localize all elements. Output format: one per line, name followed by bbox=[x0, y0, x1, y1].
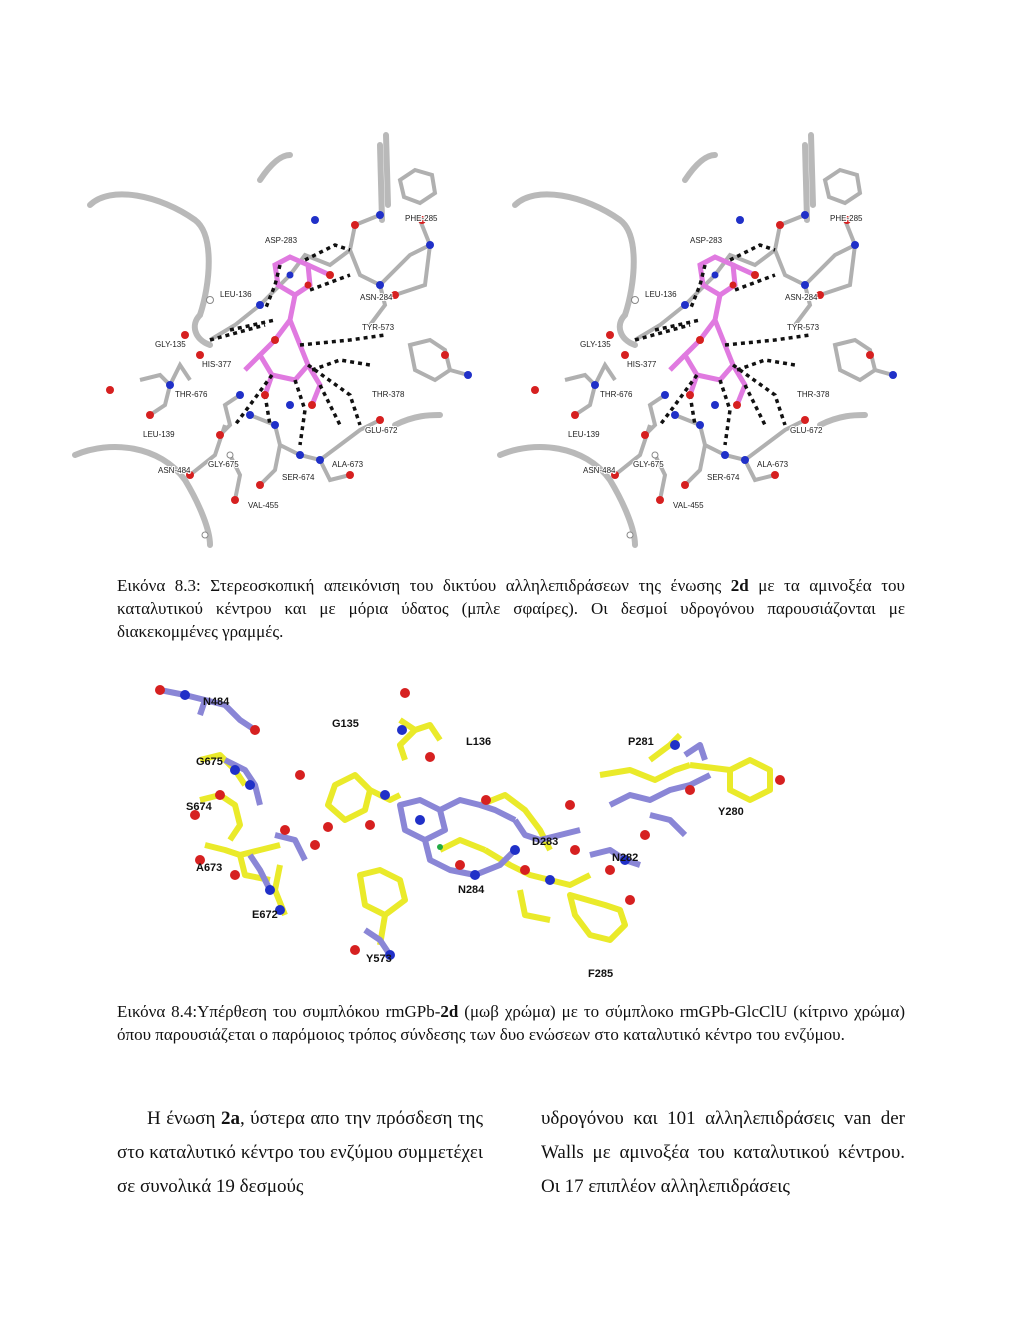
label-n284: N284 bbox=[458, 884, 485, 896]
label-his-377: HIS-377 bbox=[202, 360, 232, 369]
label-gly-135: GLY-135 bbox=[155, 340, 186, 349]
figure-8-4-caption: Εικόνα 8.4:Υπέρθεση του συμπλόκου rmGPb-2d (μωβ χρώμα) με το σύμπλοκο rmGPb-GlcClU (κίτρινο χρώμα) όπου παρουσιάζεται ο παρόμοιος τρόπος σύνδεσης των δυο ενώσεων στο καταλυτικό κέντρο του ενζύμου. bbox=[117, 1002, 905, 1044]
label-asn-284: ASN-284 bbox=[785, 293, 818, 302]
label-glu-672: GLU-672 bbox=[365, 426, 398, 435]
label-tyr-573: TYR-573 bbox=[362, 323, 395, 332]
label-asn-484: ASN-484 bbox=[583, 466, 616, 475]
figure-8-4-superposition-image bbox=[130, 675, 830, 985]
label-gly-675: GLY-675 bbox=[633, 460, 664, 469]
label-asp-283: ASP-283 bbox=[265, 236, 298, 245]
label-ser-674: SER-674 bbox=[282, 473, 315, 482]
label-e672: E672 bbox=[252, 909, 278, 921]
label-phe-285: PHE-285 bbox=[830, 214, 863, 223]
body-column-right bbox=[541, 1102, 905, 1204]
label-glu-672: GLU-672 bbox=[790, 426, 823, 435]
body-paragraph-right: υδρογόνου και 101 αλληλεπιδράσεις van der Walls με αμινοξέα του καταλυτικού κέντρου. Οι 17 επιπλέον αλληλεπιδράσεις bbox=[541, 1108, 905, 1197]
label-asn-484: ASN-484 bbox=[158, 466, 191, 475]
figure-8-3-stereo-image bbox=[50, 125, 930, 555]
label-leu-136: LEU-136 bbox=[220, 290, 252, 299]
body-paragraph-left: Η ένωση 2a, ύστερα απο την πρόσδεση της στο καταλυτικό κέντρο του ενζύμου συμμετέχει σε συνολικά 19 δεσμούς bbox=[117, 1108, 483, 1197]
label-y280: Y280 bbox=[718, 806, 744, 818]
label-a673: A673 bbox=[196, 862, 223, 874]
label-asp-283: ASP-283 bbox=[690, 236, 723, 245]
label-f285: F285 bbox=[588, 968, 614, 980]
figure-8-3-caption: Εικόνα 8.3: Στερεοσκοπική απεικόνιση του δικτύου αλληλεπιδράσεων της ένωσης 2d με τα αμινοξέα του καταλυτικού κέντρου και με μόρια ύδατος (μπλε σφαίρες). Οι δεσμοί υδρογόνου παρουσιάζονται με διακεκομμένες γραμμές. bbox=[117, 576, 905, 641]
label-leu-139: LEU-139 bbox=[143, 430, 175, 439]
stereo-panel-right bbox=[500, 135, 897, 545]
label-thr-378: THR-378 bbox=[372, 390, 405, 399]
label-leu-139: LEU-139 bbox=[568, 430, 600, 439]
label-his-377: HIS-377 bbox=[627, 360, 657, 369]
stereo-panel-left bbox=[75, 135, 472, 545]
label-val-455: VAL-455 bbox=[673, 501, 704, 510]
label-ser-674: SER-674 bbox=[707, 473, 740, 482]
label-phe-285: PHE-285 bbox=[405, 214, 438, 223]
label-thr-676: THR-676 bbox=[600, 390, 633, 399]
label-gly-675: GLY-675 bbox=[208, 460, 239, 469]
label-p281: P281 bbox=[628, 736, 654, 748]
label-gly-135: GLY-135 bbox=[580, 340, 611, 349]
label-g135: G135 bbox=[332, 718, 359, 730]
label-g675: G675 bbox=[196, 756, 223, 768]
label-thr-378: THR-378 bbox=[797, 390, 830, 399]
label-y573: Y573 bbox=[366, 953, 392, 965]
label-ala-673: ALA-673 bbox=[332, 460, 364, 469]
body-column-left bbox=[117, 1102, 483, 1204]
label-ala-673: ALA-673 bbox=[757, 460, 789, 469]
label-asn-284: ASN-284 bbox=[360, 293, 393, 302]
label-tyr-573: TYR-573 bbox=[787, 323, 820, 332]
label-l136: L136 bbox=[466, 736, 492, 748]
label-leu-136: LEU-136 bbox=[645, 290, 677, 299]
label-val-455: VAL-455 bbox=[248, 501, 279, 510]
label-s674: S674 bbox=[186, 801, 212, 813]
label-d283: D283 bbox=[532, 836, 559, 848]
label-n484: N484 bbox=[203, 696, 230, 708]
label-n282: N282 bbox=[612, 852, 639, 864]
label-thr-676: THR-676 bbox=[175, 390, 208, 399]
